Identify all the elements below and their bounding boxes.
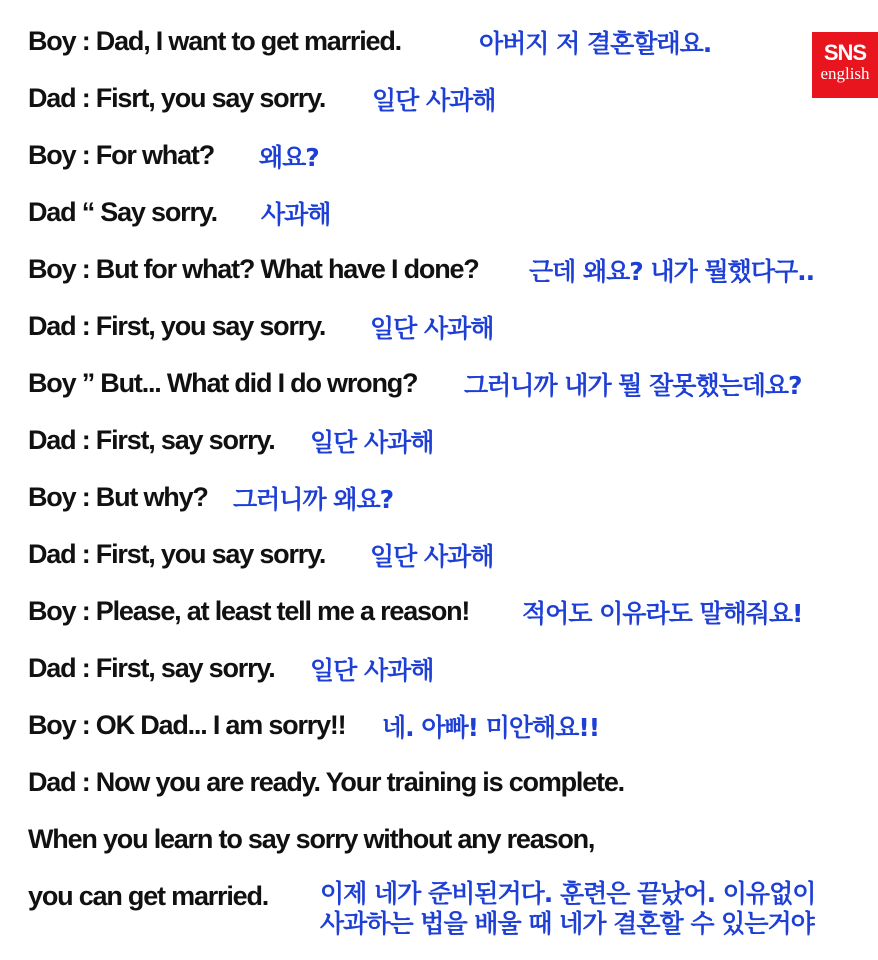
english-text: Dad : Now you are ready. Your training is complete. [28, 767, 624, 797]
english-text: Dad : First, say sorry. [28, 425, 275, 455]
korean-text: 일단 사과해 [310, 428, 434, 457]
korean-text: 일단 사과해 [372, 86, 496, 115]
english-text: Dad “ Say sorry. [28, 197, 217, 227]
sns-english-logo [812, 32, 878, 98]
korean-text: 그러니까 왜요? [233, 485, 394, 514]
english-text: Dad : First, say sorry. [28, 653, 275, 683]
english-text: Boy : But for what? What have I done? [28, 254, 479, 284]
korean-text: 이제 네가 준비된거다. 훈련은 끝났어. 이유없이 사과하는 법을 배울 때 네가 결혼할 수 있는거야 [320, 879, 816, 938]
korean-text: 일단 사과해 [370, 542, 494, 571]
korean-text: 적어도 이유라도 말해줘요! [522, 599, 803, 628]
english-text: Boy : For what? [28, 140, 214, 170]
english-text: Dad : First, you say sorry. [28, 539, 326, 569]
korean-text: 일단 사과해 [370, 314, 494, 343]
korean-text: 근데 왜요? 내가 뭘했다구.. [529, 257, 815, 286]
korean-text: 네. 아빠! 미안해요!! [382, 713, 600, 742]
korean-text: 사과해 [261, 200, 331, 229]
logo-bottom-text: english [820, 64, 870, 83]
korean-text: 그러니까 내가 뭘 잘못했는데요? [464, 371, 802, 400]
korean-text: 아버지 저 결혼할래요. [479, 29, 712, 58]
korean-text: 일단 사과해 [310, 656, 434, 685]
english-text: Boy : But why? [28, 482, 208, 512]
korean-text: 왜요? [259, 143, 319, 172]
english-text: When you learn to say sorry without any reason, [28, 824, 595, 854]
english-text: Boy : OK Dad... I am sorry!! [28, 710, 346, 740]
english-text: Boy : Dad, I want to get married. [28, 26, 401, 56]
english-text: Boy ” But... What did I do wrong? [28, 368, 418, 398]
english-text: Dad : First, you say sorry. [28, 311, 326, 341]
english-text: Dad : Fisrt, you say sorry. [28, 83, 326, 113]
logo-top-text: SNS [823, 40, 867, 65]
english-text: you can get married. [28, 881, 269, 911]
english-text: Boy : Please, at least tell me a reason! [28, 596, 470, 626]
